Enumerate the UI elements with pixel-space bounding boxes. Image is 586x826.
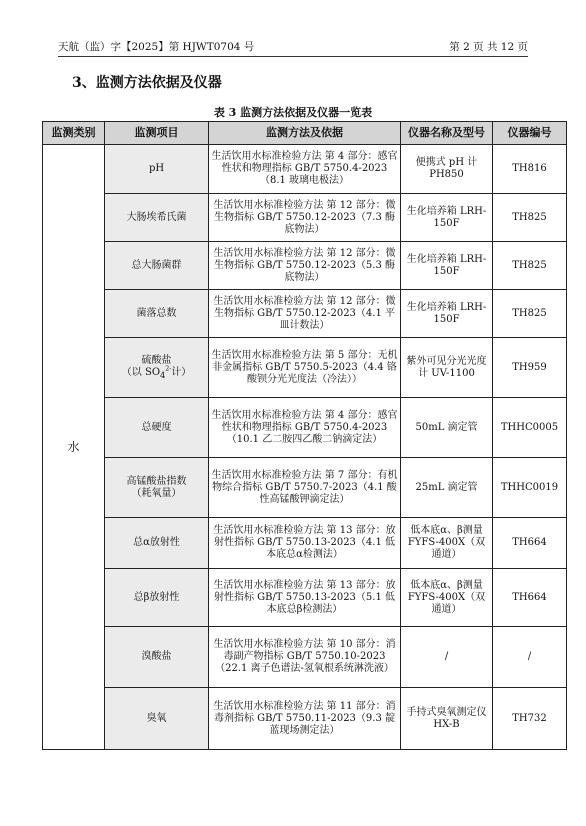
method-cell: 生活饮用水标准检验方法 第 12 部分：微生物指标 GB/T 5750.12-2023（5.3 酶底物法）	[209, 242, 401, 290]
table-row	[43, 194, 567, 242]
item-cell: 菌落总数	[105, 290, 209, 338]
code-cell: TH825	[493, 194, 567, 242]
section-title: 3、监测方法依据及仪器	[72, 75, 222, 91]
code-cell: TH816	[493, 145, 567, 194]
method-cell: 生活饮用水标准检验方法 第 7 部分：有机物综合指标 GB/T 5750.7-2023（4.1 酸性高锰酸钾滴定法）	[209, 458, 401, 518]
method-cell: 生活饮用水标准检验方法 第 13 部分：放射性指标 GB/T 5750.13-2023（4.1 低本底总α检测法）	[209, 518, 401, 569]
item-cell: 总大肠菌群	[105, 242, 209, 290]
item-name: 硫酸盐	[141, 354, 172, 366]
instrument-cell: 50mL 滴定管	[401, 398, 493, 458]
instrument-cell: /	[401, 627, 493, 688]
method-cell: 生活饮用水标准检验方法 第 5 部分：无机非金属指标 GB/T 5750.5-2023（4.4 铬酸钡分光光度法（冷法））	[209, 338, 401, 398]
header-item: 监测项目	[105, 122, 209, 145]
instrument-cell: 生化培养箱 LRH-150F	[401, 290, 493, 338]
method-cell: 生活饮用水标准检验方法 第 12 部分：微生物指标 GB/T 5750.12-2023（4.1 平皿计数法）	[209, 290, 401, 338]
code-cell: TH825	[493, 290, 567, 338]
item-subscript: 4	[160, 369, 166, 380]
item-cell: 大肠埃希氏菌	[105, 194, 209, 242]
table-row	[43, 338, 567, 398]
category-cell: 水	[43, 145, 105, 750]
item-cell	[105, 458, 209, 518]
instrument-cell: 生化培养箱 LRH-150F	[401, 242, 493, 290]
item-cell: 溴酸盐	[105, 627, 209, 688]
page-header	[58, 36, 528, 57]
instrument-cell: 低本底α、β测量 FYFS-400X（双通道）	[401, 518, 493, 569]
table-row	[43, 627, 567, 688]
table-row	[43, 458, 567, 518]
document-reference: 天航（监）字【2025】第 HJWT0704 号	[58, 41, 255, 53]
table-row	[43, 242, 567, 290]
item-superscript: 2-	[165, 365, 172, 373]
page-number: 第 2 页 共 12 页	[449, 41, 528, 53]
table-row	[43, 688, 567, 750]
code-cell: TH825	[493, 242, 567, 290]
header-category: 监测类别	[43, 122, 105, 145]
item-cell: 臭氧	[105, 688, 209, 750]
instrument-cell: 便携式 pH 计 PH850	[401, 145, 493, 194]
table-row	[43, 569, 567, 627]
table-row	[43, 398, 567, 458]
instrument-cell: 手持式臭氧测定仪 HX-B	[401, 688, 493, 750]
instrument-cell: 低本底α、β测量 FYFS-400X（双通道）	[401, 569, 493, 627]
item-cell: 总α放射性	[105, 518, 209, 569]
code-cell: TH664	[493, 518, 567, 569]
code-cell: THHC0019	[493, 458, 567, 518]
header-instrument: 仪器名称及型号	[401, 122, 493, 145]
methods-table	[42, 121, 567, 750]
table-row	[43, 145, 567, 194]
code-cell: THHC0005	[493, 398, 567, 458]
instrument-cell: 紫外可见分光光度计 UV-1100	[401, 338, 493, 398]
instrument-cell: 生化培养箱 LRH-150F	[401, 194, 493, 242]
item-note: （以 SO	[121, 366, 161, 378]
method-cell: 生活饮用水标准检验方法 第 12 部分：微生物指标 GB/T 5750.12-2023（7.3 酶底物法）	[209, 194, 401, 242]
code-cell: TH959	[493, 338, 567, 398]
method-cell: 生活饮用水标准检验方法 第 13 部分：放射性指标 GB/T 5750.13-2023（5.1 低本底总β检测法）	[209, 569, 401, 627]
table-row	[43, 290, 567, 338]
table-caption: 表 3 监测方法依据及仪器一览表	[213, 106, 373, 119]
method-cell: 生活饮用水标准检验方法 第 4 部分：感官性状和物理指标 GB/T 5750.4-2023（8.1 玻璃电极法）	[209, 145, 401, 194]
item-note-tail: 计）	[171, 366, 192, 378]
item-cell: pH	[105, 145, 209, 194]
method-cell: 生活饮用水标准检验方法 第 4 部分：感官性状和物理指标 GB/T 5750.4-2023（10.1 乙二胺四乙酸二钠滴定法）	[209, 398, 401, 458]
method-cell: 生活饮用水标准检验方法 第 10 部分：消毒副产物指标 GB/T 5750.10-2023（22.1 离子色谱法-氢氧根系统淋洗液）	[209, 627, 401, 688]
header-code: 仪器编号	[493, 122, 567, 145]
instrument-cell: 25mL 滴定管	[401, 458, 493, 518]
table-row	[43, 518, 567, 569]
code-cell: TH732	[493, 688, 567, 750]
code-cell: /	[493, 627, 567, 688]
item-cell: 总硬度	[105, 398, 209, 458]
item-cell: 总β放射性	[105, 569, 209, 627]
item-cell	[105, 338, 209, 398]
item-name: 高锰酸盐指数	[126, 475, 187, 487]
header-method: 监测方法及依据	[209, 122, 401, 145]
method-cell: 生活饮用水标准检验方法 第 11 部分：消毒剂指标 GB/T 5750.11-2023（9.3 靛蓝现场测定法）	[209, 688, 401, 750]
item-note: （耗氧量）	[131, 487, 182, 499]
table-header-row	[43, 122, 567, 145]
code-cell: TH664	[493, 569, 567, 627]
